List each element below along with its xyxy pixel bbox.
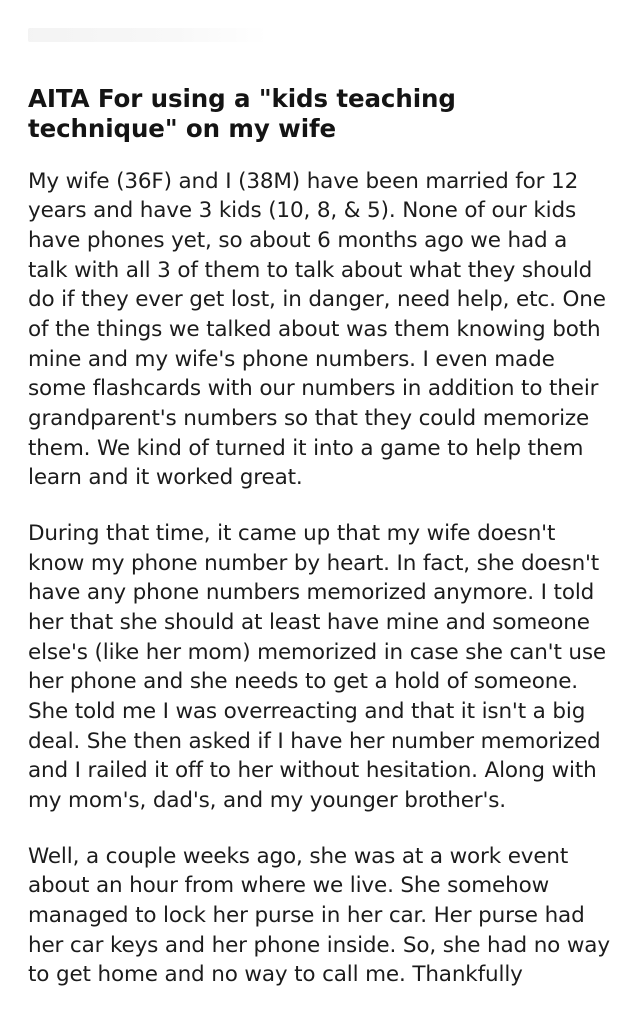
post-paragraph: My wife (36F) and I (38M) have been married for 12 years and have 3 kids (10, 8, & 5). None of our kids have phones yet, so about 6 months ago we had a talk with all 3 of them to talk about what they should do if they ever get lost, in danger, need help, etc. One of the things we talked about was them knowing both mine and my wife's phone numbers. I even made some flashcards with our numbers in addition to their grandparent's numbers so that they could memorize them. We kind of turned it into a game to help them learn and it worked great. <box>28 168 606 491</box>
post-paragraph: Well, a couple weeks ago, she was at a work event about an hour from where we live. She somehow managed to lock her purse in her car. Her purse had her car keys and her phone inside. So, she had no way to get home and no way to call me. Thankfully <box>28 843 610 988</box>
post-title: AITA For using a "kids teaching technique" on my wife <box>28 84 456 144</box>
bottom-fade-overlay <box>0 998 638 1024</box>
post-body <box>28 167 614 990</box>
header-area <box>0 0 638 56</box>
post-content <box>28 84 614 990</box>
post-paragraph: During that time, it came up that my wife doesn't know my phone number by heart. In fact, she doesn't have any phone numbers memorized anymore. I told her that she should at least have mine and someone else's (like her mom) memorized in case she can't use her phone and she needs to get a hold of someone. She told me I was overreacting and that it isn't a big deal. She then asked if I have her number memorized and I railed it off to her without hesitation. Along with my mom's, dad's, and my younger brother's. <box>28 520 607 813</box>
faded-header-placeholder <box>28 28 268 42</box>
